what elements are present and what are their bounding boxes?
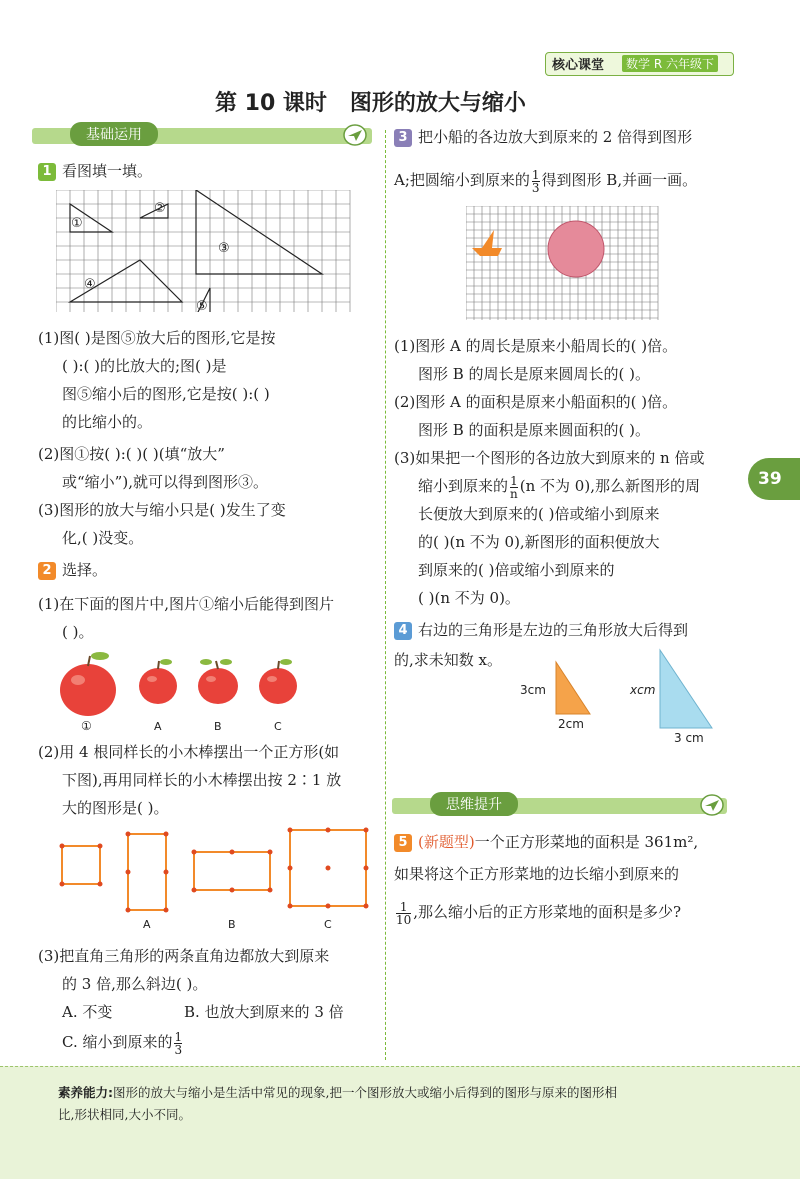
q1-part2-line2: 或“缩小”),就可以得到图形③。 xyxy=(62,473,268,491)
footer-line1 xyxy=(58,1083,617,1103)
q3-part3-line6: ( )(n 不为 0)。 xyxy=(418,589,520,607)
question-number-5: 5 xyxy=(394,834,412,852)
q3-part1-line2: 图形 B 的周长是原来圆周长的( )。 xyxy=(418,365,651,383)
q3-line2 xyxy=(394,166,697,194)
q2-part1-line1: (1)在下面的图片中,图片①缩小后能得到图片 xyxy=(38,595,335,613)
apple-b xyxy=(198,659,238,704)
boat-shape xyxy=(472,230,502,256)
question-number-3: 3 xyxy=(394,129,412,147)
fraction-one-tenth xyxy=(396,901,411,926)
q3-line2-pre: A;把圆缩小到原来的 xyxy=(394,171,530,189)
q3-part1-line1: (1)图形 A 的周长是原来小船周长的( )倍。 xyxy=(394,337,678,355)
q3-part3-line3: 长便放大到原来的( )倍或缩小到原来 xyxy=(418,505,660,523)
apple-a xyxy=(139,659,177,704)
label-2: ② xyxy=(154,201,166,216)
q3-part3-line4: 的( )(n 不为 0),新图形的面积便放大 xyxy=(418,533,660,551)
apple-c xyxy=(259,659,297,704)
q3-part3-line2-pre: 缩小到原来的 xyxy=(418,477,509,495)
label-4: ④ xyxy=(84,277,96,292)
q3-part3-line2-post: (n 不为 0),那么新图形的周 xyxy=(519,477,700,495)
fraction-num: 1 xyxy=(174,1029,183,1044)
q5-line1 xyxy=(418,828,698,856)
q1-part1-line1: (1)图( )是图⑤放大后的图形,它是按 xyxy=(38,329,276,347)
q5-line3 xyxy=(394,898,681,926)
grid-figure-q3 xyxy=(466,206,660,322)
apples-figure xyxy=(52,648,312,736)
fraction-den: n xyxy=(510,486,518,501)
fraction-num: 1 xyxy=(399,899,408,914)
sticks-figure xyxy=(52,826,372,934)
section-title-thinking: 思维提升 xyxy=(430,792,518,816)
fraction-one-third xyxy=(174,1031,182,1056)
page-title: 第 10 课时 图形的放大与缩小 xyxy=(215,91,526,116)
question-number-2: 2 xyxy=(38,562,56,580)
apple-label-b: B xyxy=(214,720,222,733)
fraction-one-third-q3 xyxy=(532,169,540,194)
circle-shape xyxy=(548,221,604,277)
small-base-label: 2cm xyxy=(558,717,584,731)
fraction-den: 3 xyxy=(174,1042,183,1057)
section-title-basic: 基础运用 xyxy=(70,122,158,146)
page-number-tab: 39 xyxy=(748,458,800,500)
question-2-stem: 选择。 xyxy=(62,561,108,579)
apple-1 xyxy=(60,652,116,716)
q2-option-c-text: C. 缩小到原来的 xyxy=(62,1033,173,1051)
q1-part1-line2: ( ):( )的比放大的;图( )是 xyxy=(62,357,227,375)
apple-label-a: A xyxy=(154,720,162,733)
label-1: ① xyxy=(71,216,83,231)
q3-part3-line1: (3)如果把一个图形的各边放大到原来的 n 倍或 xyxy=(394,449,705,467)
q4-line1: 右边的三角形是左边的三角形放大后得到 xyxy=(418,621,689,639)
q5-line1-text: 一个正方形菜地的面积是 361m², xyxy=(474,833,699,851)
triangles-figure-q4 xyxy=(510,646,720,748)
q1-part2-line1: (2)图①按( ):( )( )(填“放大” xyxy=(38,445,225,463)
q2-part3-line2: 的 3 倍,那么斜边( )。 xyxy=(62,975,208,993)
q1-part1-line4: 的比缩小的。 xyxy=(62,413,153,431)
q1-part3-line1: (3)图形的放大与缩小只是( )发生了变 xyxy=(38,501,286,519)
grid-figure-q1 xyxy=(56,190,358,312)
footer-note xyxy=(0,1066,800,1179)
q2-part3-line1: (3)把直角三角形的两条直角边都放大到原来 xyxy=(38,947,330,965)
q2-part1-line2: ( )。 xyxy=(62,623,94,641)
header-badge-course: 核心课堂 xyxy=(552,58,605,73)
fraction-den: 3 xyxy=(531,180,540,195)
q4-line2: 的,求未知数 x。 xyxy=(394,651,502,669)
column-divider xyxy=(385,130,386,1060)
fraction-num: 1 xyxy=(510,473,518,488)
apple-label-c: C xyxy=(274,720,282,733)
small-triangle xyxy=(556,662,590,714)
square-original xyxy=(62,846,100,884)
question-number-1: 1 xyxy=(38,163,56,181)
q2-option-b: B. 也放大到原来的 3 倍 xyxy=(184,1003,344,1021)
q3-part2-line1: (2)图形 A 的面积是原来小船面积的( )倍。 xyxy=(394,393,678,411)
q2-option-a: A. 不变 xyxy=(62,1003,113,1021)
label-3: ③ xyxy=(218,241,230,256)
q3-part2-line2: 图形 B 的面积是原来圆面积的( )。 xyxy=(418,421,651,439)
big-triangle xyxy=(660,650,712,728)
footer-text-1: 图形的放大与缩小是生活中常见的现象,把一个图形放大或缩小后得到的图形与原来的图形相 xyxy=(113,1085,617,1100)
paper-plane-icon xyxy=(700,794,724,816)
header-badge-grade: 数学 R 六年级下 xyxy=(622,55,718,72)
header-badge xyxy=(545,52,734,76)
sticks-label-a: A xyxy=(143,918,151,931)
q1-part1-line3: 图⑤缩小后的图形,它是按( ):( ) xyxy=(62,385,270,403)
fraction-one-over-n xyxy=(510,475,518,500)
small-height-label: 3cm xyxy=(520,683,546,697)
question-number-4: 4 xyxy=(394,622,412,640)
label-5: ⑤ xyxy=(196,299,208,312)
q5-line2: 如果将这个正方形菜地的边长缩小到原来的 xyxy=(394,865,680,883)
figure-a xyxy=(128,834,166,910)
q1-part3-line2: 化,( )没变。 xyxy=(62,529,144,547)
sticks-label-b: B xyxy=(228,918,236,931)
q2-part2-line2: 下图),再用同样长的小木棒摆出按 2∶1 放 xyxy=(62,771,342,789)
figure-b xyxy=(194,852,270,890)
q2-part2-line3: 大的图形是( )。 xyxy=(62,799,169,817)
q3-part3-line5: 到原来的( )倍或缩小到原来的 xyxy=(418,561,615,579)
q5-line3-text: ,那么缩小后的正方形菜地的面积是多少? xyxy=(413,903,682,921)
fraction-num: 1 xyxy=(531,167,540,182)
big-height-label: xcm xyxy=(630,683,656,697)
footer-text-2: 比,形状相同,大小不同。 xyxy=(58,1107,191,1122)
q2-part2-line1: (2)用 4 根同样长的小木棒摆出一个正方形(如 xyxy=(38,743,340,761)
q2-option-c xyxy=(62,1028,184,1056)
paper-plane-icon xyxy=(343,124,367,146)
apple-label-1: ① xyxy=(81,719,92,733)
q3-part3-line2 xyxy=(418,472,700,500)
sticks-label-c: C xyxy=(324,918,332,931)
big-base-label: 3 cm xyxy=(674,731,704,745)
fraction-den: 10 xyxy=(396,912,412,927)
q3-line2-post: 得到图形 B,并画一画。 xyxy=(541,171,698,189)
q3-line1: 把小船的各边放大到原来的 2 倍得到图形 xyxy=(418,128,693,146)
question-1-stem: 看图填一填。 xyxy=(62,162,153,180)
footer-label: 素养能力: xyxy=(58,1085,113,1100)
new-question-tag: (新题型) xyxy=(418,833,475,851)
